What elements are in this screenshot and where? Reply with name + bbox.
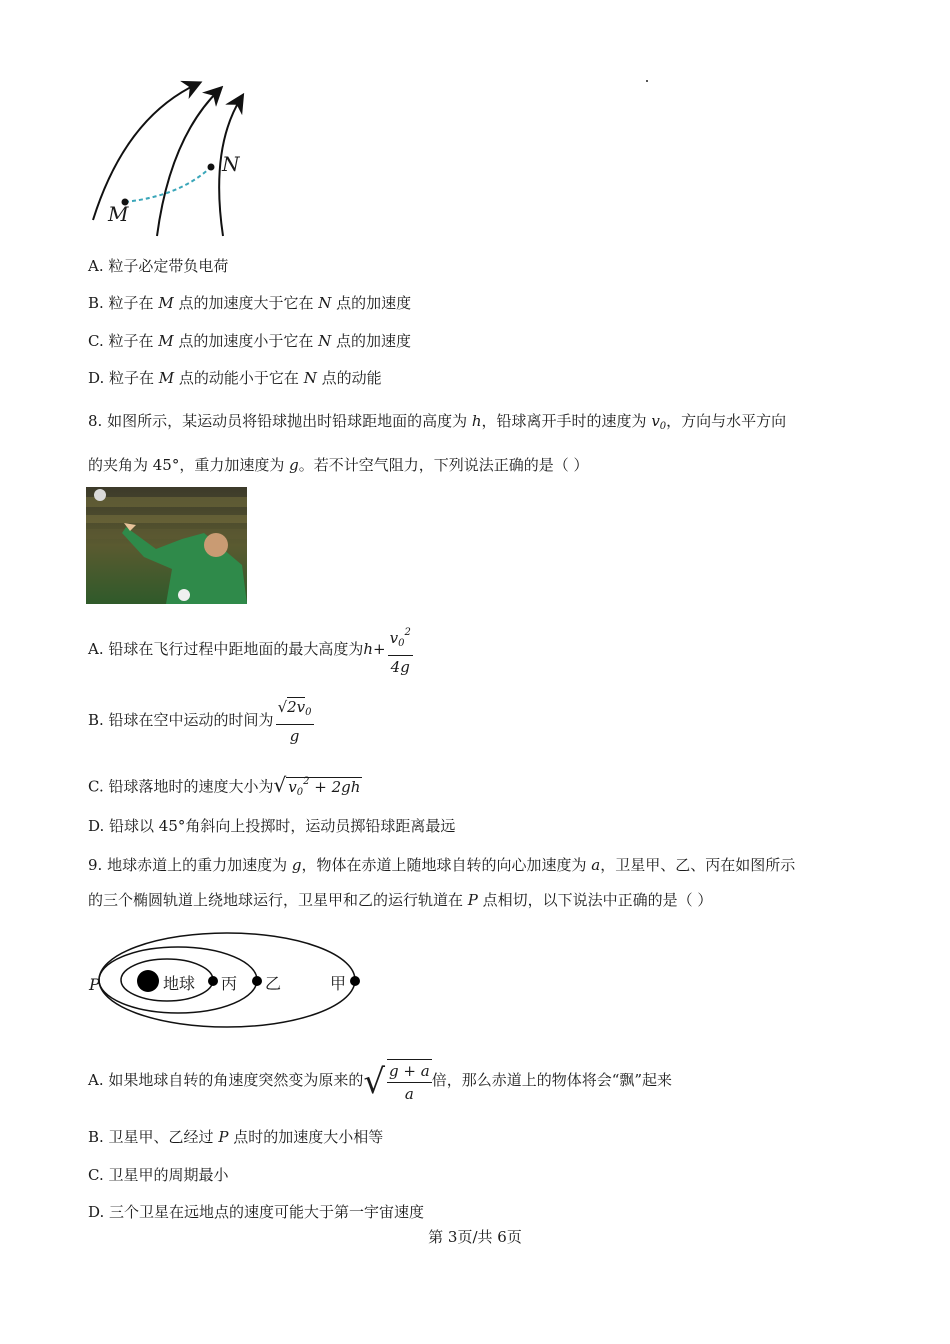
satellite-jia <box>350 976 360 986</box>
q7-option-a: A. 粒子必定带负电荷 <box>88 257 229 275</box>
q7-option-d: D. 粒子在 M 点的动能小于它在 N 点的动能 <box>88 369 382 387</box>
q8-b-fraction: $\frac{√2v_0}{g}$ <box>277 697 312 745</box>
q9-stem-line1: 9. 地球赤道上的重力加速度为 g，物体在赤道上随地球自转的向心加速度为 a，卫星甲、乙、丙在如图所示 <box>88 856 796 874</box>
orbit-label-yi: 乙 <box>265 974 282 993</box>
q8-c-sqrt: √ $v_0^2 + 2gh$ <box>273 773 361 798</box>
orbit-label-jia: 甲 <box>330 974 347 993</box>
q9-option-d: D. 三个卫星在远地点的速度可能大于第一宇宙速度 <box>88 1203 425 1221</box>
q9-option-c: C. 卫星甲的周期最小 <box>88 1166 229 1184</box>
orbit-label-earth: 地球 <box>163 974 196 993</box>
earth <box>137 970 159 992</box>
q8-option-c: C. 铅球落地时的速度大小为√ $v_0^2 + 2gh$ <box>88 772 362 803</box>
q8-a-fraction: $\frac{v_0^2}{4g}$ <box>388 622 413 678</box>
q9-option-a: A. 如果地球自转的角速度突然变为原来的√ $\frac{g + a}{a}$ 倍，那么赤道上的物体将会“飘”起来 <box>88 1052 672 1110</box>
q7-option-b: B. 粒子在 M 点的加速度大于它在 N 点的加速度 <box>88 294 412 312</box>
q7-option-c: C. 粒子在 M 点的加速度小于它在 N 点的加速度 <box>88 332 412 350</box>
q8-option-d: D. 铅球以 45°角斜向上投掷时，运动员掷铅球距离最远 <box>88 817 456 835</box>
q9-stem-line2: 的三个椭圆轨道上绕地球运行，卫星甲和乙的运行轨道在 P 点相切，以下说法中正确的是（ ） <box>88 891 713 909</box>
q8-option-a: A. 铅球在飞行过程中距地面的最大高度为h+ $\frac{v_0^2}{4g}$ <box>88 622 413 678</box>
corner-dot <box>646 80 648 82</box>
page-footer: 第 3页/共 6页 <box>428 1228 522 1246</box>
q9-a-sqrt: √ $\frac{g + a}{a}$ <box>363 1053 431 1110</box>
q9-option-b: B. 卫星甲、乙经过 P 点时的加速度大小相等 <box>88 1128 384 1146</box>
q8-stem-line1: 8. 如图所示，某运动员将铅球抛出时铅球距地面的高度为 h，铅球离开手时的速度为 $v_0$，方向与水平方向 <box>88 412 787 432</box>
shot-ball <box>94 489 106 501</box>
orbit-label-bing: 丙 <box>221 974 238 993</box>
q8-option-b: B. 铅球在空中运动的时间为 $\frac{√2v_0}{g}$ <box>88 697 312 745</box>
label-n: N <box>222 152 240 176</box>
shot-put-photo <box>86 487 247 604</box>
orbit-label-p: P <box>89 975 100 994</box>
label-m: M <box>108 202 129 226</box>
field-line-1 <box>93 84 197 220</box>
satellite-bing <box>208 976 218 986</box>
field-line-2 <box>157 90 219 236</box>
q8-stem-line2: 的夹角为 45°，重力加速度为 g。若不计空气阻力，下列说法正确的是（ ） <box>88 456 589 474</box>
point-n <box>208 164 215 171</box>
satellite-yi <box>252 976 262 986</box>
